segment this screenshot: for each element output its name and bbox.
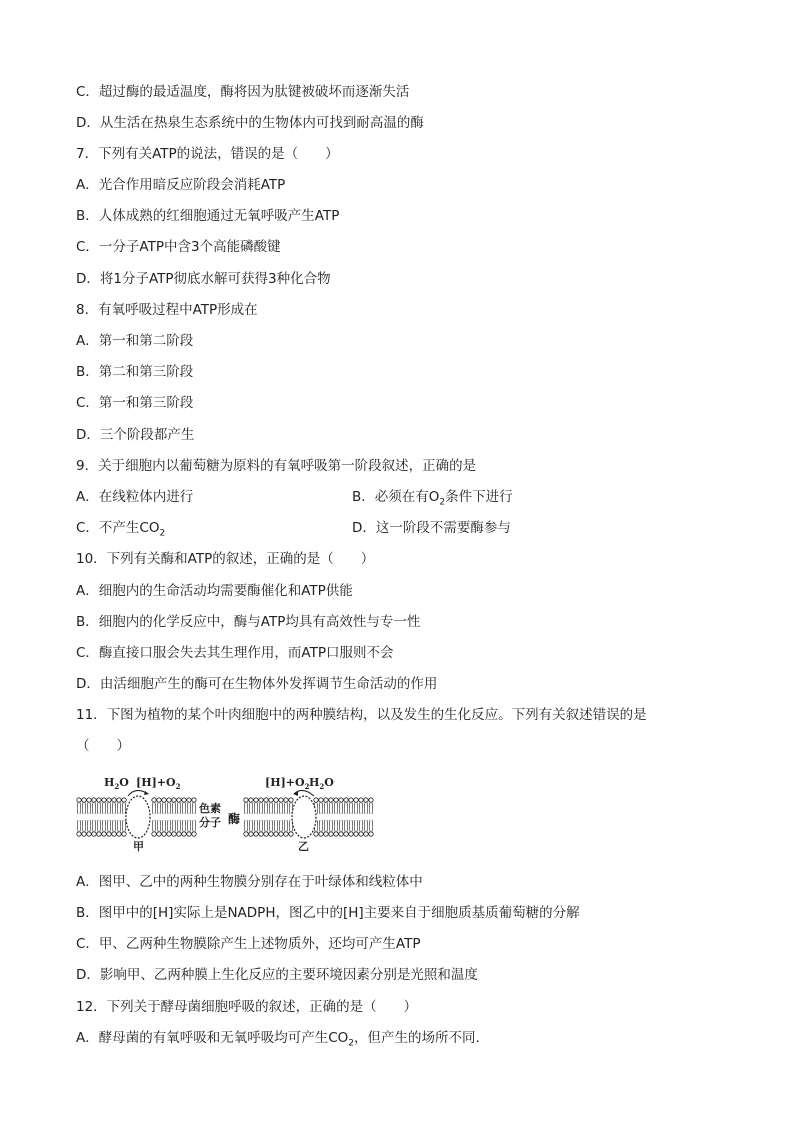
arrow-yi-head	[293, 791, 298, 796]
q7-option-b: B．人体成熟的红细胞通过无氧呼吸产生ATP	[76, 208, 340, 224]
q12-option-a: A．酵母菌的有氧呼吸和无氧呼吸均可产生$CO_2$，但产生的场所不同.	[76, 1030, 480, 1049]
label-yi: 乙	[298, 840, 309, 853]
label-pigment-2: 分子	[199, 816, 221, 829]
q7-option-a: A．光合作用暗反应阶段会消耗ATP	[76, 177, 286, 193]
q9-option-c: C．不产生$CO_2$	[76, 520, 166, 539]
q10-option-a: A．细胞内的生命活动均需要酶催化和ATP供能	[76, 583, 353, 599]
label-h-o2-left: $[H]+O_2$	[136, 776, 181, 791]
q7-option-c: C．一分子ATP中含3个高能磷酸键	[76, 239, 281, 255]
label-h2o-left: $H_2O$	[104, 776, 129, 791]
label-h2o-right: $H_2O$	[309, 776, 334, 791]
label-jia: 甲	[133, 840, 144, 853]
q11-option-d: D．影响甲、乙两种膜上生化反应的主要环境因素分别是光照和温度	[76, 967, 478, 983]
q9-option-d: D．这一阶段不需要酶参与	[352, 520, 511, 536]
q6-option-c: C．超过酶的最适温度，酶将因为肽键被破坏而逐渐失活	[76, 84, 410, 100]
q11-option-b: B．图甲中的[H]实际上是NADPH，图乙中的[H]主要来自于细胞质基质葡萄糖的分解	[76, 905, 580, 921]
q10-option-c: C．酶直接口服会失去其生理作用，而ATP口服则不会	[76, 645, 394, 661]
label-pigment-1: 色素	[199, 802, 221, 815]
q11-option-a: A．图甲、乙中的两种生物膜分别存在于叶绿体和线粒体中	[76, 874, 423, 890]
membrane-figure	[76, 772, 376, 854]
q8-option-d: D．三个阶段都产生	[76, 427, 195, 443]
q11-option-c: C．甲、乙两种生物膜除产生上述物质外，还均可产生ATP	[76, 936, 421, 952]
q9-option-a: A．在线粒体内进行	[76, 489, 194, 505]
membrane-diagram	[76, 772, 376, 854]
q11-stem: 11．下图为植物的某个叶肉细胞中的两种膜结构，以及发生的生化反应。下列有关叙述错误的是	[76, 707, 647, 723]
label-enzyme: 酶	[228, 812, 241, 826]
q8-option-a: A．第一和第二阶段	[76, 333, 194, 349]
q9-option-b: B．必须在有$O_2$条件下进行	[352, 489, 513, 508]
q7-stem: 7．下列有关ATP的说法，错误的是（ ）	[76, 146, 339, 162]
q6-option-d: D．从生活在热泉生态系统中的生物体内可找到耐高温的酶	[76, 115, 424, 131]
q10-option-d: D．由活细胞产生的酶可在生物体外发挥调节生命活动的作用	[76, 676, 438, 692]
q8-stem: 8．有氧呼吸过程中ATP形成在	[76, 302, 258, 318]
q12-stem: 12．下列关于酵母菌细胞呼吸的叙述，正确的是（ ）	[76, 999, 418, 1015]
label-h-o2-right: $[H]+O_2$	[265, 776, 310, 791]
q10-option-b: B．细胞内的化学反应中，酶与ATP均具有高效性与专一性	[76, 614, 421, 630]
q9-stem: 9．关于细胞内以葡萄糖为原料的有氧呼吸第一阶段叙述，正确的是	[76, 458, 477, 474]
protein-yi	[292, 796, 316, 838]
q8-option-b: B．第二和第三阶段	[76, 364, 194, 380]
protein-jia	[126, 796, 150, 838]
q7-option-d: D．将1分子ATP彻底水解可获得3种化合物	[76, 271, 331, 287]
q8-option-c: C．第一和第三阶段	[76, 395, 194, 411]
q10-stem: 10．下列有关酶和ATP的叙述，正确的是（ ）	[76, 551, 375, 567]
q11-stem-paren: （ ）	[76, 738, 130, 754]
